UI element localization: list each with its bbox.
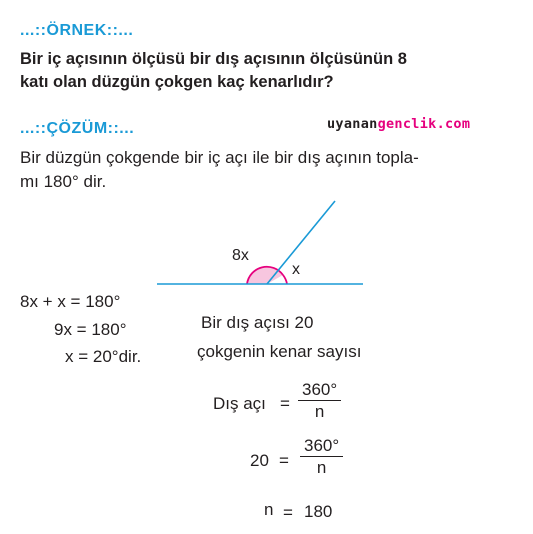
solution-heading: ...::ÇÖZÜM::... [20,120,135,137]
solution-line-2: mı 180° dir. [20,172,107,191]
equation-1: 8x + x = 180° [20,292,121,311]
result-lhs: n [264,500,274,519]
example-heading: ...::ÖRNEK::... [20,22,134,39]
substitution-denominator: n [316,458,327,477]
exterior-angle-arc [283,275,287,284]
watermark-part-2: genclik.com [377,116,471,132]
substitution-equals: = [279,451,289,470]
slanted-line [267,201,335,284]
question-line-2: katı olan düzgün çokgen kaç kenarlıdır? [20,73,334,91]
formula-fraction [298,380,341,423]
watermark-part-1: uyanan [327,116,378,132]
equation-2: 9x = 180° [54,320,127,339]
formula-numerator: 360° [302,380,338,399]
result-value: 180 [304,502,333,521]
note-line-2: çokgenin kenar sayısı [197,342,362,361]
question-line-1: Bir iç açısının ölçüsü bir dış açısının ölçüsünün 8 [20,50,407,68]
formula-denominator: n [314,402,325,421]
solution-line-1: Bir düzgün çokgende bir iç açı ile bir dış açının topla- [20,148,419,167]
note-line-1: Bir dış açısı 20 [201,313,314,332]
result-equals: = [283,503,293,522]
exterior-angle-label: x [292,261,300,278]
substitution-fraction [300,436,343,479]
equation-3: x = 20°dir. [65,347,142,366]
substitution-numerator: 360° [304,436,340,455]
interior-angle-label: 8x [232,247,249,264]
formula-lhs: Dış açı [213,394,266,413]
formula-equals: = [280,394,290,413]
substitution-lhs: 20 [250,451,269,470]
